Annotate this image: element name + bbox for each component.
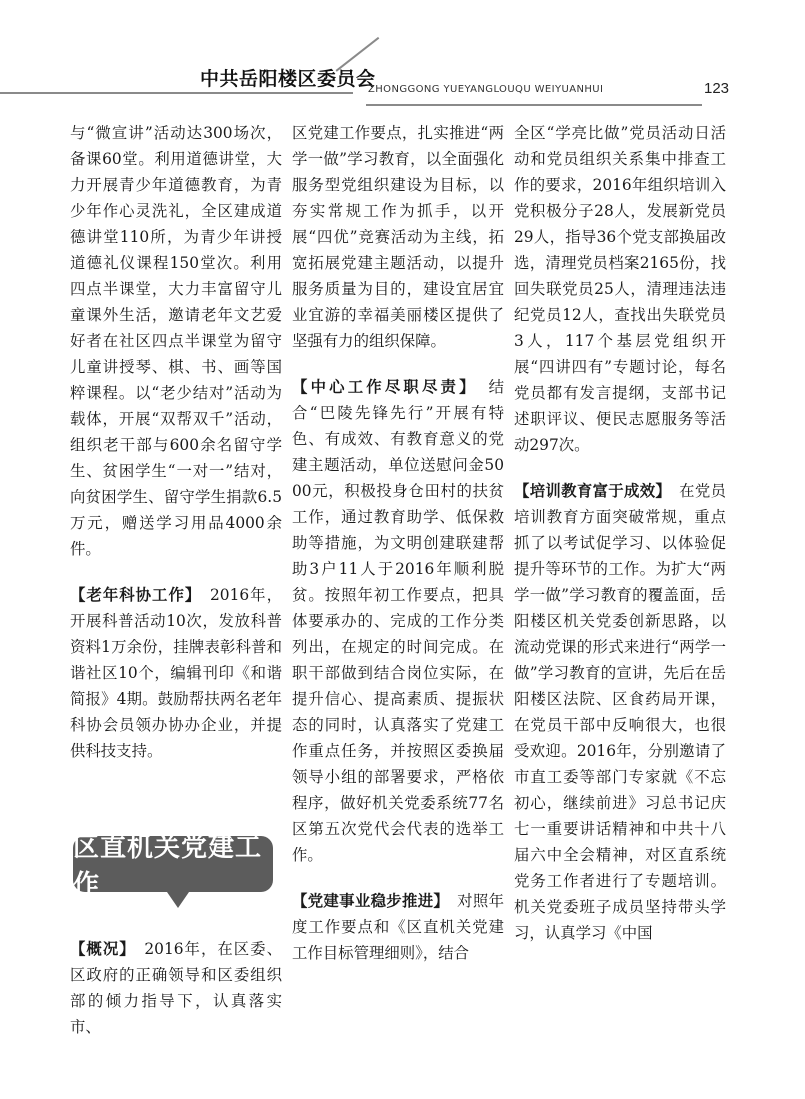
header-rule-right <box>366 104 702 106</box>
column-1 <box>70 120 282 764</box>
paragraph <box>292 888 504 966</box>
header-title: 中共岳阳楼区委员会 <box>200 68 376 90</box>
paragraph-body: 对照年度工作要点和《区直机关党建工作目标管理细则》，结合 <box>292 892 504 962</box>
paragraph <box>70 582 282 764</box>
running-header <box>0 0 805 110</box>
paragraph: 区党建工作要点，扎实推进“两学一做”学习教育，以全面强化服务型党组织建设为目标，以夯实常规工作为抓手，以开展“四优”竞赛活动为主线，拓宽拓展党建主题活动，以提升服务质量为目的，建设宜居宜业宜游的幸福美丽楼区提供了坚强有力的组织保障。 <box>292 124 504 350</box>
paragraph <box>292 374 504 868</box>
section-title: 区直机关党建工作 <box>73 833 263 900</box>
section-heading: 【培训教育富于成效】 <box>514 482 664 500</box>
paragraph: 全区“学亮比做”党员活动日活动和党员组织关系集中排查工作的要求，2016年组织培训入党积极分子28人，发展新党员29人，指导36个党支部换届改选，清理党员档案2165份，找回失联党员25人，清理违法违纪党员12人，查找出失联党员3人，117个基层党组织开展“四讲四有”专题讨论，每名党员都有发言提纲，支部书记述职评议、便民志愿服务等活动297次。 <box>514 124 726 454</box>
page-number: 123 <box>704 80 730 97</box>
paragraph-body: 在党员培训教育方面突破常规，重点抓了以考试促学习、以体验促提升等环节的工作。为扩大“两学一做”学习教育的覆盖面，岳阳楼区机关党委创新思路，以流动党课的形式来进行“两学一做”学习教育的宣讲，先后在岳阳楼区法院、区食药局开课，在党员干部中反响很大，也很受欢迎。2016年，分别邀请了市直工委等部门专家就《不忘初心，继续前进》习总书记庆七一重要讲话精神和中共十八届六中全会精神，对区直系统党务工作者进行了专题培训。机关党委班子成员坚持带头学习，认真学习《中国 <box>514 482 726 942</box>
header-rule-left <box>0 92 353 94</box>
paragraph-body: 2016年，开展科普活动10次，发放科普资料1万余份，挂牌表彰科普和谐社区10个，编辑刊印《和谐简报》4期。鼓励帮扶两名老年科协会员领办协办企业，并提供科技支持。 <box>70 586 282 760</box>
section-title-banner <box>73 833 273 900</box>
column-1-bottom <box>70 936 282 1040</box>
paragraph-body: 2016年，在区委、区政府的正确领导和区委组织部的倾力指导下，认真落实市、 <box>70 940 282 1036</box>
paragraph: 与“微宣讲”活动达300场次，备课60堂。利用道德讲堂，大力开展青少年道德教育，为青少年作心灵洗礼，全区建成道德讲堂110所，为青少年讲授道德礼仪课程150堂次。利用四点半课堂，大力丰富留守儿童课外生活，邀请老年文艺爱好者在社区四点半课堂为留守儿童讲授琴、棋、书、画等国粹课程。以“老少结对”活动为载体，开展“双帮双千”活动，组织老干部与600余名留守学生、贫困学生“一对一”结对，向贫困学生、留守学生捐款6.5万元，赠送学习用品4000余件。 <box>70 124 282 558</box>
paragraph <box>70 936 282 1040</box>
section-heading: 【党建事业稳步推进】 <box>292 892 442 910</box>
section-heading: 【中心工作尽职尽责】 <box>292 378 470 396</box>
section-heading: 【老年科协工作】 <box>70 586 194 604</box>
paragraph <box>514 478 726 946</box>
column-2 <box>292 120 504 966</box>
column-3 <box>514 120 726 946</box>
header-pinyin: ZHONGGONG YUEYANGLOUQU WEIYUANHUI <box>368 84 604 95</box>
section-heading: 【概况】 <box>70 940 128 958</box>
paragraph-body: 结合“巴陵先锋先行”开展有特色、有成效、有教育意义的党建主题活动，单位送慰问金5000元，积极投身仓田村的扶贫工作，通过教育助学、低保救助等措施，为文明创建联建帮助3户11人于2016年顺利脱贫。按照年初工作要点，把具体要承办的、完成的工作分类列出，在规定的时间完成。在职干部做到结合岗位实际，在提升信心、提高素质、提振状态的同时，认真落实了党建工作重点任务，并按照区委换届领导小组的部署要求，严格依程序，做好机关党委系统77名区第五次党代会代表的选举工作。 <box>292 378 504 864</box>
